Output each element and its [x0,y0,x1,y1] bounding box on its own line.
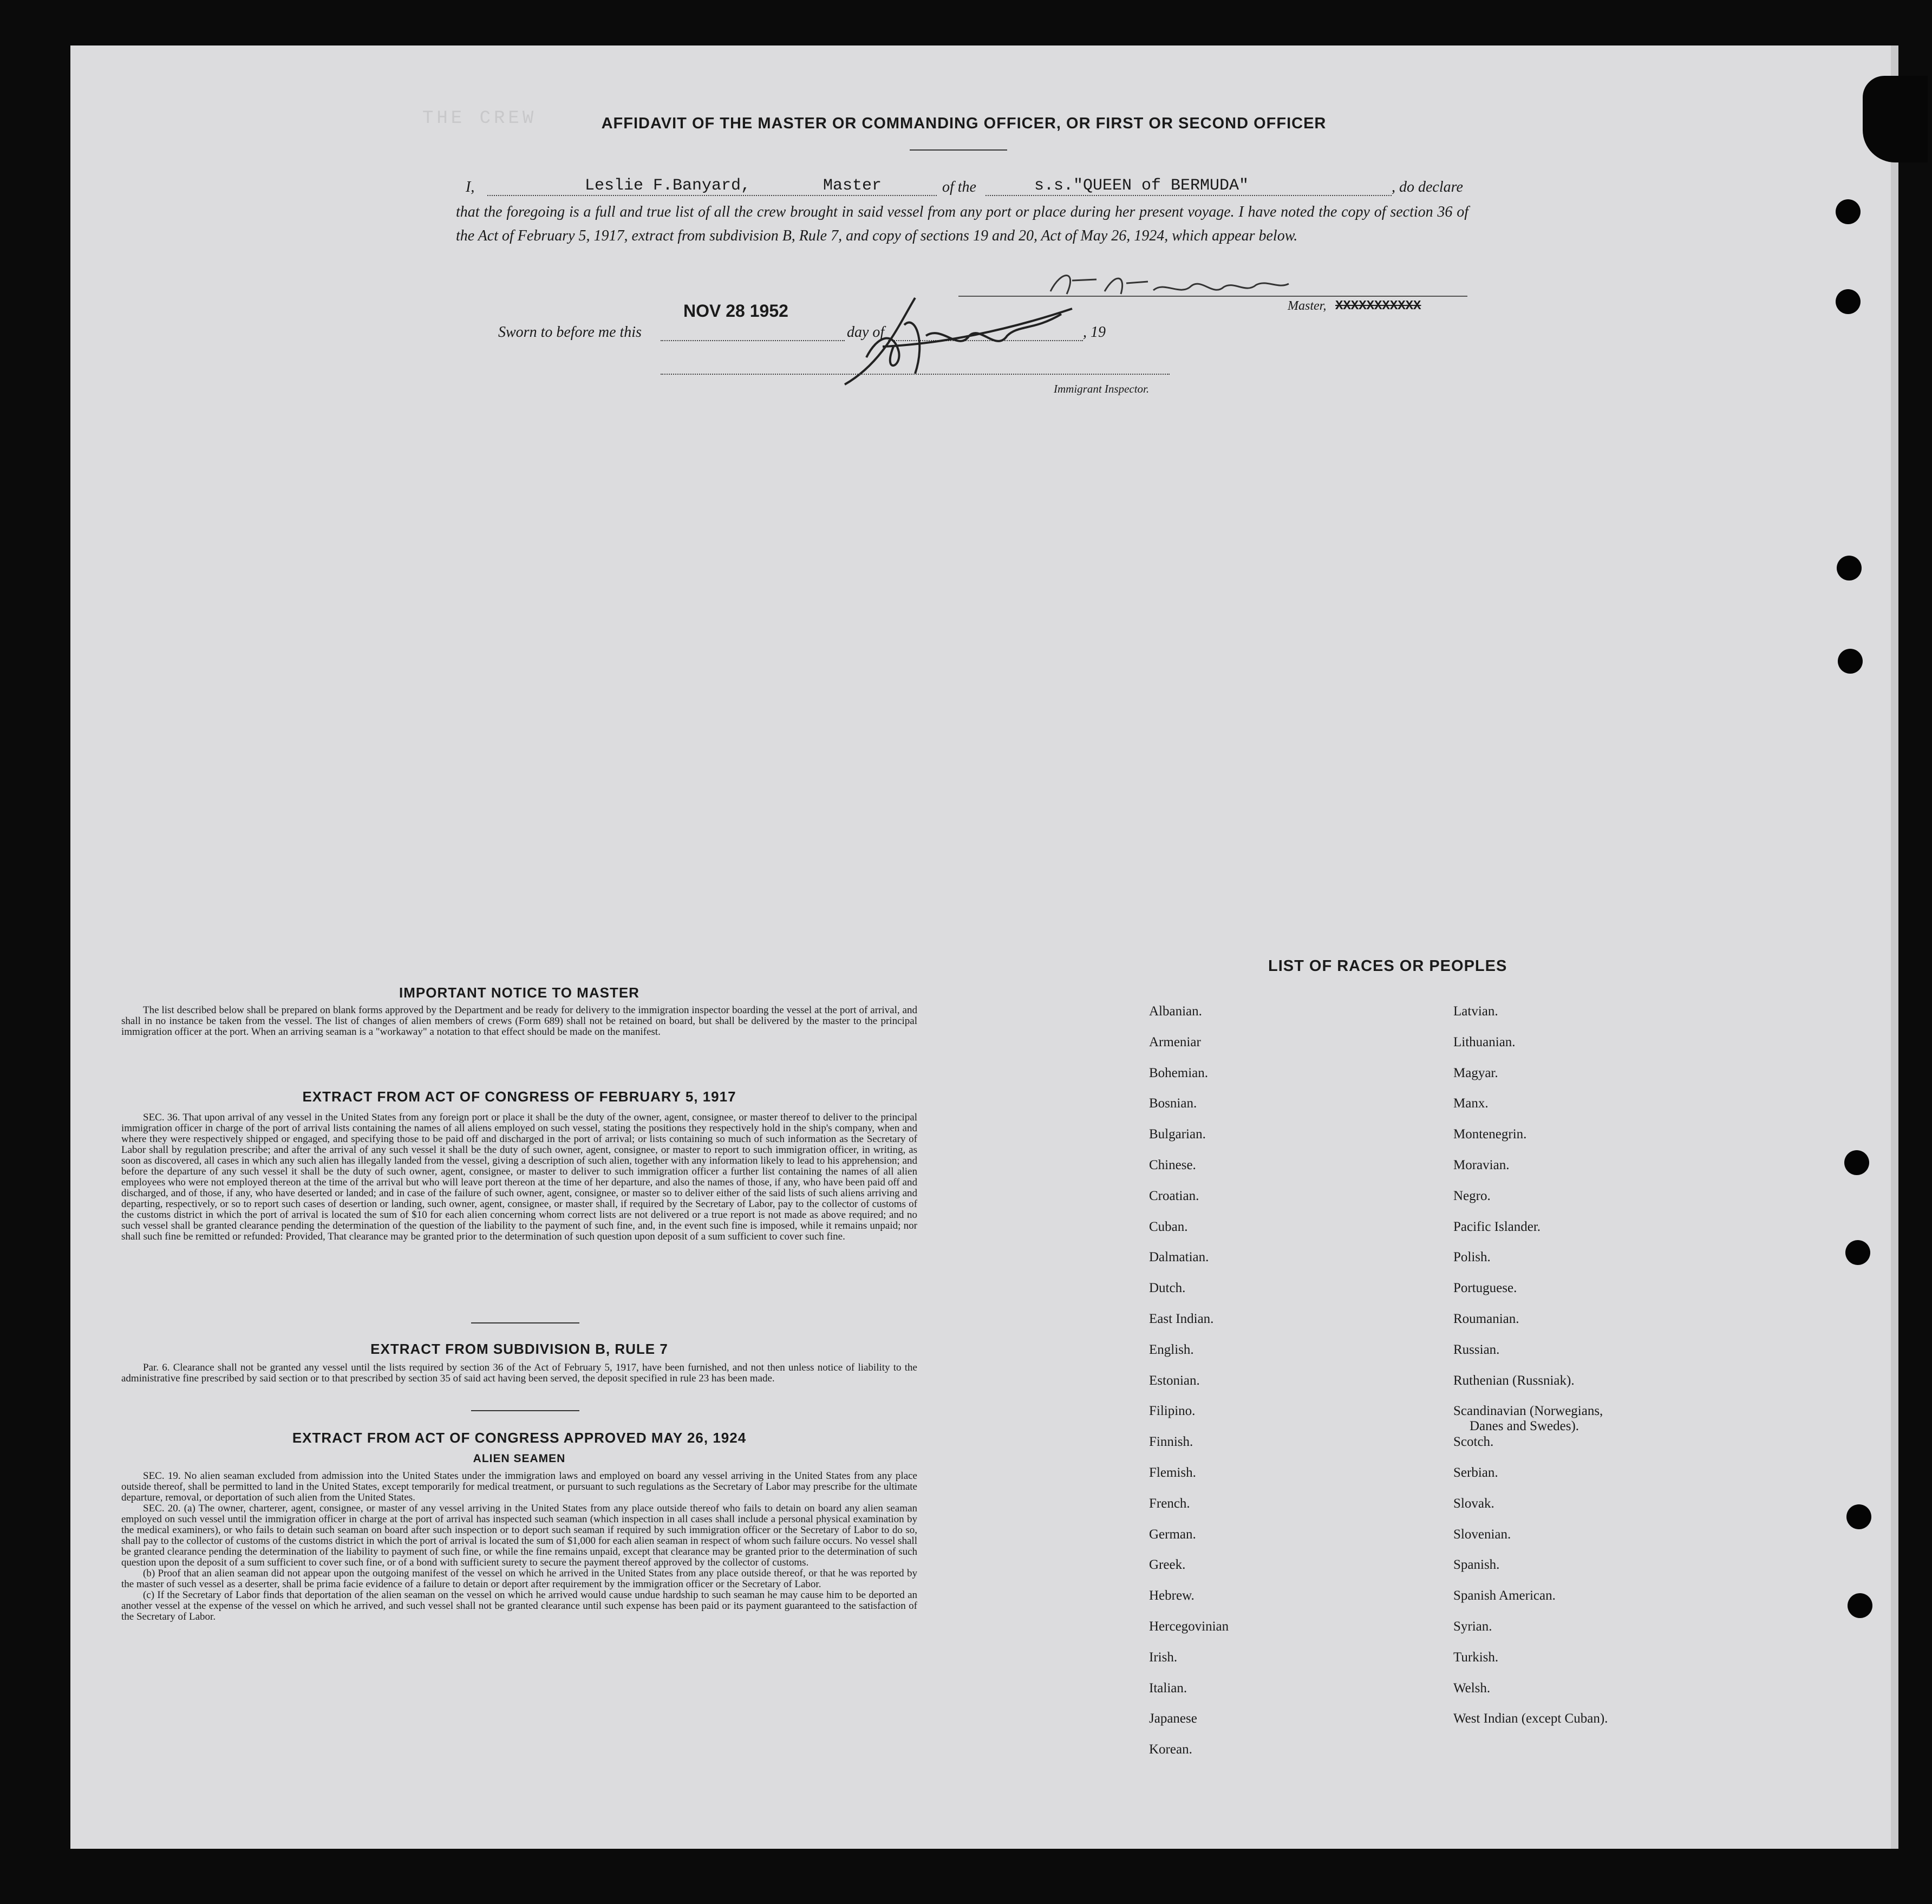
master-signature [1045,264,1305,308]
race-entry: Albanian. [1149,1004,1202,1019]
race-entry: French. [1149,1496,1190,1511]
race-entry: Ruthenian (Russniak). [1453,1373,1575,1388]
race-entry: Korean. [1149,1742,1192,1757]
race-entry: Spanish. [1453,1557,1500,1572]
sworn-date-line [661,324,845,341]
extract-1917-text [121,1112,917,1242]
race-entry: Bohemian. [1149,1066,1209,1080]
race-entry: Armeniar [1149,1035,1201,1049]
section-divider [471,1410,579,1411]
extract-1917-title: EXTRACT FROM ACT OF CONGRESS OF FEBRUARY 5, 1917 [302,1088,736,1105]
bleed-through-mark: THE CREW [422,108,537,129]
race-entry: Latvian. [1453,1004,1498,1019]
section-20a-paragraph: SEC. 20. (a) The owner, charterer, agent, consignee, or master of any vessel arriving in the United States from any place outside thereof who fails to detain on board any alien seaman employed on such vessel until the immigration officer in charge at the port of arrival has inspected such seaman (which inspection in all cases shall include a personal physical examination by the medical examiners), or who fails to detain such seaman on board after such inspection or to deport such seaman if required by such immigration officer or the Secretary of Labor to do so, shall pay to the collector of customs of the customs district in which the port of arrival is located the sum of $1,000 for each alien seaman in respect of whom such failure occurs. No vessel shall be granted clearance pending the determination of the liability to payment of such fine, or while the fine remains unpaid, except that clearance may be granted prior to the determination of such question upon the deposit of a sum sufficient to cover such fine, or of a bond with sufficient surety to secure the payment thereof approved by the collector of customs. [121,1503,917,1568]
race-entry: Polish. [1453,1250,1491,1264]
race-entry: Scotch. [1453,1434,1494,1449]
race-entry: Irish. [1149,1650,1178,1665]
race-entry: Japanese [1149,1711,1197,1726]
inspector-signature-line [661,363,1170,375]
race-entry: Montenegrin. [1453,1127,1527,1142]
race-entry: Bosnian. [1149,1096,1197,1111]
race-entry: Flemish. [1149,1465,1196,1480]
punch-hole [1838,649,1863,674]
race-entry: Greek. [1149,1557,1186,1572]
race-entry: Roumanian. [1453,1312,1519,1326]
race-entry: German. [1149,1527,1196,1542]
do-declare: , do declare [1392,179,1463,195]
race-entry: Moravian. [1453,1158,1510,1172]
declarant-name: Leslie F.Banyard, [585,177,751,195]
race-entry: Manx. [1453,1096,1489,1111]
section-divider [471,1322,579,1323]
race-entry: Croatian. [1149,1189,1199,1203]
section-19-paragraph: SEC. 19. No alien seaman excluded from admission into the United States under the immigration laws and employed on board any vessel arriving in the United States from any place outside thereof, shall be permitted to land in the United States, except temporarily for medical treatment, or pursuant to such regulations as the Secretary of Labor may prescribe for the ultimate departure, removal, or deportation of such alien from the United States. [121,1470,917,1503]
race-entry: Spanish American. [1453,1588,1556,1603]
race-entry: West Indian (except Cuban). [1453,1711,1608,1726]
race-entry: English. [1149,1342,1194,1357]
race-entry: Bulgarian. [1149,1127,1206,1142]
affidavit-i: I, [466,179,475,195]
race-entry: Slovenian. [1453,1527,1511,1542]
vessel-name: s.s."QUEEN of BERMUDA" [1034,177,1249,195]
race-entry: Estonian. [1149,1373,1200,1388]
inspector-label: Immigrant Inspector. [1054,382,1150,395]
race-entry: Russian. [1453,1342,1500,1357]
rule7-title: EXTRACT FROM SUBDIVISION B, RULE 7 [370,1341,668,1357]
race-entry: Hercegovinian [1149,1619,1229,1634]
punch-hole [1845,1240,1870,1265]
title-divider [910,149,1007,151]
rule7-text [121,1362,917,1384]
punch-hole [1836,199,1861,224]
binding-tab [1863,76,1928,162]
race-entry: Turkish. [1453,1650,1499,1665]
master-struck-text: XXXXXXXXXXX [1335,299,1421,314]
sworn-label: Sworn to before me this [498,324,642,341]
notice-text [121,1005,917,1038]
race-entry: Negro. [1453,1189,1491,1203]
extract-1924-title: EXTRACT FROM ACT OF CONGRESS APPROVED MAY 26, 1924 [292,1430,747,1446]
punch-hole [1848,1593,1872,1618]
race-entry: Cuban. [1149,1220,1188,1234]
declarant-rank: Master [823,177,882,195]
master-label: Master, [1288,299,1327,313]
extract-1924-text [121,1471,917,1622]
race-entry: East Indian. [1149,1312,1214,1326]
section-36-paragraph: SEC. 36. That upon arrival of any vessel in the United States from any foreign port or place it shall be the duty of the owner, agent, consignee, or master thereof to deliver to the principal immigration officer in charge of the port of arrival lists containing the names of all aliens employed on such vessel, stating the positions they respectively hold in the ship's company, when and where they were respectively shipped or engaged, and specifying those to be paid off and discharged in the port of arrival; or lists containing so much of such information as the Secretary of Labor shall by regulation prescribe; and after the arrival of any such vessel it shall be the duty of such owner, agent, consignee, or master to report to such immigration officer, in writing, as soon as discovered, all cases in which any such alien has illegally landed from the vessel, giving a description of such alien, together with any information likely to lead to his apprehension; and before the departure of any such vessel it shall be the duty of such owner, agent, consignee, or master to deliver to such immigration officer a further list containing the names of all alien employees who were not employed thereon at the time of the arrival but who will leave port thereon at the time of her departure, and also the names of those, if any, who have been paid off and discharged, and of those, if any, who have deserted or landed; and in case of the failure of such owner, agent, consignee, or master so to deliver either of the said lists of such aliens arriving and departing, respectively, or so to report such cases of desertion or landing, such owner, agent, consignee, or master shall, if required by the Secretary of Labor, pay to the collector of customs of the customs district in which the port of arrival is located the sum of $10 for each alien concerning whom correct lists are not delivered or a true report is not made as above required; and no such vessel shall be granted clearance pending the determination of the question of the liability to the payment of such fine, and, in the event such fine is imposed, while it remains unpaid; nor shall such fine be remitted or refunded: Provided, That clearance may be granted prior to the determination of such question upon deposit of a sum sufficient to cover such fine. [121,1112,917,1242]
year-prefix: , 19 [1083,324,1106,341]
race-entry: Hebrew. [1149,1588,1195,1603]
punch-hole [1837,556,1862,581]
race-entry: Chinese. [1149,1158,1196,1172]
rule7-paragraph: Par. 6. Clearance shall not be granted any vessel until the lists required by section 36 of the Act of February 5, 1917, have been furnished, and not then unless notice of liability to the administrative fine prescribed by said section or to that prescribed by section 35 of said act having been served, the deposit specified in rule 23 has been made. [121,1362,917,1384]
races-title: LIST OF RACES OR PEOPLES [1268,957,1507,975]
race-entry: Magyar. [1453,1066,1498,1080]
race-entry: Danes and Swedes). [1470,1419,1579,1433]
race-entry: Filipino. [1149,1404,1196,1418]
alien-seamen-subtitle: ALIEN SEAMEN [473,1452,566,1465]
race-entry: Pacific Islander. [1453,1220,1541,1234]
punch-hole [1846,1504,1871,1529]
section-20b-paragraph: (b) Proof that an alien seaman did not appear upon the outgoing manifest of the vessel on which he arrived in the United States from any place outside thereof, or that he was reported by the master of such vessel as a deserter, shall be prima facie evidence of a failure to detain or deport after requirement by the immigration officer or the Secretary of Labor. [121,1568,917,1590]
notice-title: IMPORTANT NOTICE TO MASTER [399,984,639,1001]
notice-paragraph: The list described below shall be prepared on blank forms approved by the Department and be ready for delivery to the immigration inspector boarding the vessel at the port of arrival, and shall in no instance be taken from the vessel. The list of changes of alien members of crews (Form 689) shall not be retained on board, but shall be delivered by the master to the principal immigration officer at the port. When an arriving seaman is a "workaway" a notation to that effect should be made on the manifest. [121,1005,917,1038]
race-entry: Dutch. [1149,1281,1186,1295]
race-entry: Portuguese. [1453,1281,1517,1295]
race-entry: Scandinavian (Norwegians, [1453,1404,1603,1418]
affidavit-body: that the foregoing is a full and true list of all the crew brought in said vessel from any port or place during her present voyage. I have noted the copy of section 36 of the Act of February 5, 1917, extract from subdivision B, Rule 7, and copy of sections 19 and 20, Act of May 26, 1924, which appear below. [456,204,1468,244]
race-entry: Serbian. [1453,1465,1498,1480]
race-entry: Welsh. [1453,1681,1491,1696]
race-entry: Slovak. [1453,1496,1494,1511]
race-entry: Syrian. [1453,1619,1492,1634]
of-the-label: of the [942,179,976,195]
affidavit-title: AFFIDAVIT OF THE MASTER OR COMMANDING OFFICER, OR FIRST OR SECOND OFFICER [601,115,1327,132]
punch-hole [1836,289,1861,314]
sworn-date-stamp: NOV 28 1952 [683,301,788,321]
day-of-label: day of [847,324,885,341]
section-20c-paragraph: (c) If the Secretary of Labor finds that deportation of the alien seaman on the vessel on which he arrived would cause undue hardship to such seaman he may cause him to be deported an another vessel at the expense of the vessel on which he arrived, and such vessel shall not be granted clearance until such expense has been paid or its payment guaranteed to the satisfaction of the Secretary of Labor. [121,1589,917,1622]
punch-hole [1844,1150,1869,1175]
race-entry: Italian. [1149,1681,1187,1696]
race-entry: Finnish. [1149,1434,1193,1449]
race-entry: Lithuanian. [1453,1035,1516,1049]
inspector-signature [834,292,1083,390]
race-entry: Dalmatian. [1149,1250,1209,1264]
page-edge [1891,45,1898,1849]
